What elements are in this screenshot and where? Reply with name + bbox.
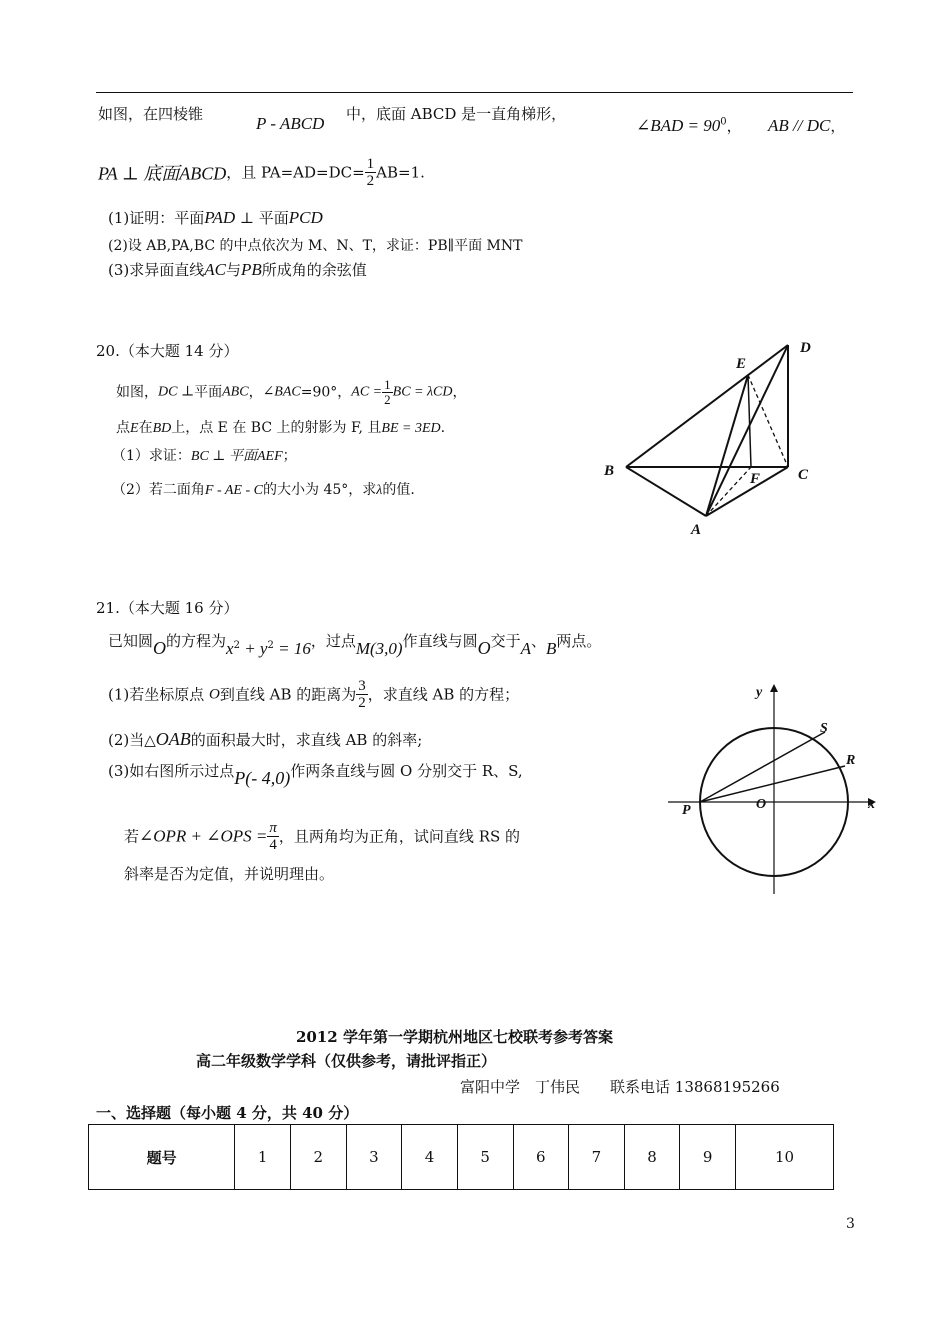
q20-part1: [112, 446, 297, 467]
table-cell: 3: [346, 1125, 402, 1190]
q19-pyramid-name: P - ABCD: [256, 114, 325, 133]
q20-p2-c: 的值.: [382, 482, 415, 498]
q21-eq-16: = 16: [273, 639, 311, 658]
q21-eq-y: + y: [239, 639, 268, 658]
q21-p1-b: 到直线 AB 的距离为: [219, 685, 357, 704]
q21-p4-fraction: [267, 820, 279, 853]
q21-l1-b: 的方程为: [166, 632, 227, 650]
q19-parallel: [768, 116, 845, 136]
q21-l1-m8: B: [546, 639, 557, 658]
answer-table: [88, 1124, 834, 1190]
table-cell: 10: [736, 1125, 834, 1190]
q21-p3-a: (3)如右图所示过点: [108, 762, 235, 780]
label-a: A: [691, 522, 702, 538]
table-row: [89, 1125, 834, 1190]
q20-l1-m2: ABC: [222, 384, 249, 400]
q21-p3-b: 作两条直线与圆 O 分别交于 R、S,: [290, 762, 523, 780]
label-y: y: [756, 685, 763, 700]
q20-l1-m3: ∠BAC: [262, 384, 301, 400]
q20-p2-b: 的大小为 45°，求: [263, 482, 377, 498]
q19-angle-bad: [636, 116, 742, 136]
q20-line2: [116, 418, 445, 439]
q19-ab: AB=1.: [376, 163, 425, 182]
q20-l1-e: ，: [452, 384, 467, 401]
table-cell: 7: [569, 1125, 625, 1190]
q20-title: 20.（本大题 14 分）: [96, 342, 239, 360]
q20-l2-b: 在: [138, 420, 153, 436]
table-cell: 9: [680, 1125, 736, 1190]
label-e: E: [736, 356, 747, 372]
table-cell: 1: [235, 1125, 291, 1190]
q20-l1-m1: DC ⊥: [158, 384, 195, 400]
q21-p1-a: (1)若坐标原点: [108, 685, 210, 704]
table-cell: 6: [513, 1125, 569, 1190]
q19-p3-a: (3)求异面直线: [108, 261, 205, 279]
q19-part3: [108, 260, 367, 280]
q20-part2: [112, 480, 415, 501]
q21-p2-b: 的面积最大时，求直线 AB 的斜率;: [190, 731, 423, 749]
label-s: S: [820, 721, 828, 736]
q19-text: 如图，在四棱锥: [98, 105, 204, 123]
q19-line2: [98, 156, 425, 189]
q21-p4-b: ，且两角均为正角，试问直线 RS 的: [278, 827, 521, 846]
q21-line1: [108, 628, 602, 658]
q21-p4-a: 若: [124, 827, 140, 846]
q20-frac-den: 2: [384, 392, 391, 407]
q20-l2-m2: BD: [152, 421, 172, 436]
q19-frac-den: 2: [366, 173, 375, 189]
label-f: F: [750, 471, 761, 487]
q19-frac-num: 1: [366, 156, 375, 172]
answer-title: 2012 学年第一学期杭州地区七校联考参考答案: [296, 1028, 613, 1046]
q21-p1-fraction: [356, 678, 368, 711]
answer-subtitle: 高二年级数学学科（仅供参考，请批评指正）: [196, 1052, 497, 1070]
label-d: D: [800, 340, 811, 356]
edge-bd: [626, 345, 788, 467]
line-pr: [700, 766, 845, 802]
q19-p3-b: 与: [225, 261, 241, 279]
label-r: R: [846, 753, 856, 768]
q20-l2-m3: BE = 3ED: [381, 421, 441, 436]
q21-part3: [108, 760, 523, 788]
y-axis-arrow: [770, 684, 778, 692]
q21-eq-x: x: [226, 639, 234, 658]
table-cell: 4: [402, 1125, 458, 1190]
q19-p1-m2: PCD: [288, 208, 323, 227]
label-b: B: [604, 463, 615, 479]
q20-l2-m1: E: [130, 421, 139, 436]
q21-p1-c: ，求直线 AB 的方程；: [367, 685, 520, 704]
q20-l1-m4: AC =: [351, 384, 383, 400]
q19-p1-b: ⊥ 平面: [235, 209, 289, 227]
line-ps: [700, 732, 825, 802]
q21-eq-sup2: 2: [267, 640, 274, 651]
q21-p4-m: ∠OPR + ∠OPS =: [139, 826, 268, 846]
q19-comma2: ，: [830, 117, 846, 135]
table-cell: 5: [457, 1125, 513, 1190]
q20-p1-m: BC ⊥ 平面AEF: [190, 449, 283, 464]
page-number: 3: [846, 1216, 855, 1232]
q20-p2-m2: λ: [376, 483, 383, 498]
label-o: O: [756, 797, 767, 812]
header-rule: [96, 92, 853, 93]
q21-l1-m7: A: [520, 639, 532, 658]
q19-p1-a: (1)证明：平面: [108, 209, 205, 227]
q20-p1-b: ；: [282, 448, 297, 464]
q21-l1-a: 已知圆: [108, 632, 154, 650]
q19-fraction: [365, 156, 377, 189]
section-title: 一、选择题（每小题 4 分，共 40 分）: [96, 1104, 359, 1122]
q20-frac-num: 1: [384, 377, 391, 392]
q19-p3-m1: AC: [204, 260, 226, 279]
q19-p3-c: 所成角的余弦值: [261, 261, 367, 279]
q21-p4-frac-den: 4: [269, 837, 277, 853]
q19-parallel-text: AB // DC: [768, 116, 831, 135]
q21-l1-c: ，过点: [310, 632, 356, 650]
q20-l1-m5: BC = λCD: [392, 384, 453, 400]
q20-l2-c: 上，点 E 在 BC 上的射影为 F, 且: [171, 420, 382, 436]
q21-l1-f: 、: [531, 632, 547, 650]
q21-l1-e: 交于: [490, 632, 521, 650]
q20-p2-m1: F - AE - C: [204, 483, 263, 498]
answer-author: 富阳中学 丁伟民 联系电话 13868195266: [460, 1078, 780, 1096]
q21-figure: [662, 680, 888, 902]
q21-p1-frac-den: 2: [358, 695, 366, 711]
q20-fraction: [382, 378, 393, 407]
q21-eq-sup1: 2: [233, 640, 240, 651]
edge-ba: [626, 467, 706, 516]
q21-p2-m: OAB: [155, 729, 191, 749]
q20-line1: [116, 378, 467, 407]
q21-p2-a: (2)当△: [108, 731, 156, 749]
q19-angle-text: ∠BAD = 90: [636, 116, 721, 135]
q20-figure: [596, 336, 826, 542]
q19-p3-m2: PB: [241, 260, 262, 279]
q21-part4: [124, 820, 520, 853]
q19-equal: ，且 PA=AD=DC=: [226, 163, 365, 182]
q20-l1-a: 如图，: [116, 384, 158, 401]
q21-part5: 斜率是否为定值，并说明理由。: [124, 865, 335, 883]
label-x: x: [868, 797, 875, 812]
q20-l1-d: =90°，: [300, 384, 352, 401]
q19-comma: ，: [726, 117, 742, 135]
q21-p3-m: P(- 4,0): [234, 768, 291, 788]
q19-p1-m1: PAD: [204, 208, 236, 227]
q20-l2-a: 点: [116, 420, 130, 436]
q20-l1-c: ，: [248, 384, 263, 401]
table-cell-header: 题号: [89, 1125, 235, 1190]
q20-p2-a: （2）若二面角: [112, 482, 205, 498]
q21-p1-o: O: [209, 686, 220, 703]
table-cell: 2: [291, 1125, 347, 1190]
label-c: C: [798, 467, 809, 483]
q19-part1: [108, 208, 323, 228]
q19-line1: [98, 104, 203, 124]
q21-p4-frac-num: π: [269, 820, 277, 836]
q21-title: 21.（本大题 16 分）: [96, 599, 239, 617]
q19-pa-perp: PA ⊥ 底面ABCD: [98, 163, 227, 184]
q21-point-m: M(3,0): [355, 639, 403, 658]
q21-l1-m6: O: [477, 638, 491, 658]
q19-text-b: 中，底面 ABCD 是一直角梯形，: [346, 105, 567, 123]
q19-angle-sup: 0: [720, 116, 727, 128]
q20-l2-d: .: [440, 420, 446, 436]
q20-l1-b: 平面: [194, 384, 223, 401]
label-p: P: [682, 803, 691, 818]
q21-part2: [108, 729, 422, 750]
q19-part2: (2)设 AB,PA,BC 的中点依次为 M、N、T，求证：PB∥平面 MNT: [108, 238, 523, 254]
q21-circle-eq: [226, 640, 311, 658]
q20-p1-a: （1）求证：: [112, 448, 191, 464]
q21-part1: [108, 678, 519, 711]
q21-l1-d: 作直线与圆: [402, 632, 478, 650]
q21-l1-g: 两点。: [556, 632, 602, 650]
table-cell: 8: [624, 1125, 680, 1190]
q21-p1-frac-num: 3: [358, 678, 366, 694]
q21-l1-m1: O: [153, 638, 167, 658]
